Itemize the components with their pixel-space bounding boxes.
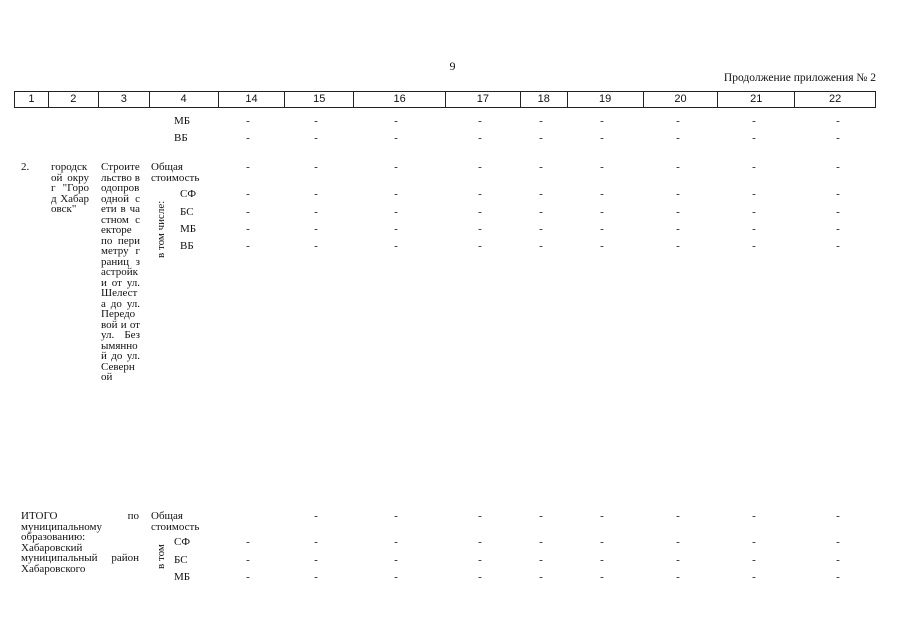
table-cell: - <box>539 206 543 218</box>
table-cell: - <box>394 161 398 173</box>
column-header: 20 <box>644 92 719 107</box>
table-cell: - <box>836 536 840 548</box>
column-header: 16 <box>354 92 446 107</box>
column-header: 1 <box>15 92 49 107</box>
table-cell: - <box>478 536 482 548</box>
funding-source-label: СФ <box>180 188 197 200</box>
table-cell: - <box>676 223 680 235</box>
table-cell: - <box>752 132 756 144</box>
table-cell: - <box>246 554 250 566</box>
entry-number: 2. <box>21 161 30 173</box>
funding-source-label: МБ <box>174 571 191 583</box>
table-cell: - <box>539 510 543 522</box>
table-cell: - <box>836 115 840 127</box>
table-cell: - <box>314 510 318 522</box>
table-cell: - <box>836 223 840 235</box>
table-cell: - <box>478 132 482 144</box>
municipality-name: городской округ "Город Хабаровск" <box>51 161 89 215</box>
column-header: 22 <box>828 93 842 105</box>
table-cell: - <box>676 206 680 218</box>
column-header: 17 <box>446 92 521 107</box>
column-header: 21 <box>718 92 795 107</box>
table-cell: - <box>246 161 250 173</box>
table-cell: - <box>394 206 398 218</box>
table-cell: - <box>676 132 680 144</box>
table-header-row <box>14 91 876 108</box>
column-header: 15 <box>285 92 354 107</box>
table-cell: - <box>394 188 398 200</box>
table-cell: - <box>676 571 680 583</box>
table-cell: - <box>676 536 680 548</box>
table-cell: - <box>539 188 543 200</box>
table-cell: - <box>752 554 756 566</box>
table-cell: - <box>539 536 543 548</box>
table-cell: - <box>676 554 680 566</box>
table-cell: - <box>600 206 604 218</box>
funding-source-label: МБ <box>174 115 191 127</box>
column-header: 3 <box>99 92 150 107</box>
table-cell: - <box>752 206 756 218</box>
page-number: 9 <box>449 59 456 73</box>
table-cell: - <box>246 240 250 252</box>
funding-source-label: МБ <box>180 223 197 235</box>
table-cell: - <box>600 240 604 252</box>
table-cell: - <box>539 132 543 144</box>
table-cell: - <box>246 188 250 200</box>
column-header: 14 <box>219 92 286 107</box>
table-cell: - <box>539 554 543 566</box>
table-cell: - <box>752 240 756 252</box>
table-cell: - <box>314 115 318 127</box>
funding-source-label: БС <box>180 206 194 218</box>
table-cell: - <box>752 188 756 200</box>
table-cell: - <box>836 554 840 566</box>
table-cell: - <box>676 188 680 200</box>
table-cell: - <box>314 132 318 144</box>
table-cell: - <box>600 554 604 566</box>
table-cell: - <box>314 240 318 252</box>
table-cell: - <box>478 161 482 173</box>
table-cell: - <box>478 554 482 566</box>
table-cell: - <box>539 161 543 173</box>
table-cell: - <box>752 115 756 127</box>
project-description: Строительство водопроводной сети в частном секторе по периметру границ застройки от ул. Шелеста до ул. Передовой и от ул. Безымянной до ул. Северной <box>101 161 140 383</box>
table-cell: - <box>600 115 604 127</box>
total-title: ИТОГО по муниципальному образованию: Хабаровский муниципальный район Хабаровского <box>21 510 139 575</box>
including-label: в том <box>155 544 167 569</box>
funding-source-label: СФ <box>174 536 191 548</box>
table-cell: - <box>539 223 543 235</box>
table-cell: - <box>600 161 604 173</box>
table-cell: - <box>314 571 318 583</box>
table-cell: - <box>478 571 482 583</box>
table-cell: - <box>314 223 318 235</box>
table-cell: - <box>394 571 398 583</box>
table-cell: - <box>836 188 840 200</box>
funding-source-label: ВБ <box>174 132 188 144</box>
table-cell: - <box>246 132 250 144</box>
including-label: в том числе: <box>155 200 167 258</box>
table-cell: - <box>478 188 482 200</box>
table-cell: - <box>246 536 250 548</box>
table-cell: - <box>600 571 604 583</box>
funding-source-label: БС <box>174 554 188 566</box>
table-cell: - <box>752 571 756 583</box>
table-cell: - <box>676 161 680 173</box>
table-cell: - <box>314 161 318 173</box>
table-cell: - <box>246 115 250 127</box>
total-cost-label: Общая стоимость <box>151 510 200 533</box>
table-cell: - <box>314 206 318 218</box>
table-cell: - <box>394 115 398 127</box>
table-cell: - <box>394 510 398 522</box>
table-cell: - <box>752 223 756 235</box>
table-cell: - <box>676 240 680 252</box>
table-cell: - <box>478 115 482 127</box>
table-cell: - <box>314 554 318 566</box>
table-cell: - <box>539 571 543 583</box>
column-header: 2 <box>49 92 99 107</box>
column-header: 18 <box>521 92 568 107</box>
funding-source-label: ВБ <box>180 240 194 252</box>
table-cell: - <box>752 510 756 522</box>
table-cell: - <box>600 510 604 522</box>
table-cell: - <box>539 115 543 127</box>
continuation-caption: Продолжение приложения № 2 <box>723 72 876 84</box>
table-cell: - <box>314 536 318 548</box>
table-cell: - <box>836 571 840 583</box>
table-cell: - <box>836 510 840 522</box>
table-cell: - <box>394 536 398 548</box>
table-cell: - <box>600 223 604 235</box>
table-cell: - <box>478 206 482 218</box>
table-cell: - <box>676 510 680 522</box>
table-cell: - <box>676 115 680 127</box>
table-cell: - <box>836 206 840 218</box>
table-cell: - <box>314 188 318 200</box>
table-cell: - <box>836 132 840 144</box>
table-cell: - <box>752 161 756 173</box>
table-cell: - <box>752 536 756 548</box>
table-cell: - <box>246 571 250 583</box>
column-header: 19 <box>568 92 644 107</box>
table-cell: - <box>478 510 482 522</box>
table-cell: - <box>836 240 840 252</box>
total-cost-label: Общая стоимость <box>151 161 200 184</box>
table-cell: - <box>246 223 250 235</box>
table-cell: - <box>394 240 398 252</box>
table-cell: - <box>394 223 398 235</box>
table-cell: - <box>539 240 543 252</box>
column-header: 4 <box>150 92 219 107</box>
table-cell: - <box>394 554 398 566</box>
table-cell: - <box>836 161 840 173</box>
table-cell: - <box>600 188 604 200</box>
table-cell: - <box>478 240 482 252</box>
table-cell: - <box>600 536 604 548</box>
table-cell: - <box>246 206 250 218</box>
table-cell: - <box>600 132 604 144</box>
table-cell: - <box>478 223 482 235</box>
table-cell: - <box>394 132 398 144</box>
